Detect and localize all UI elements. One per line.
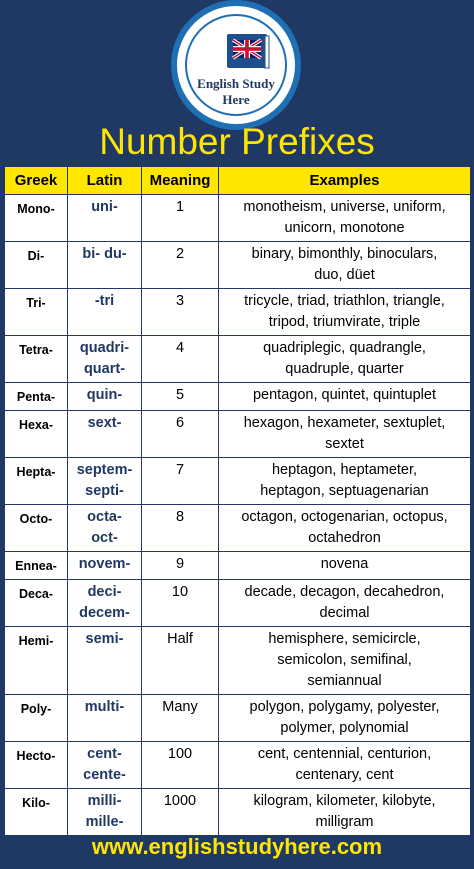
site-logo — [171, 0, 301, 130]
table-row — [5, 411, 471, 458]
meaning: 5 — [142, 383, 219, 411]
website-url[interactable]: www.englishstudyhere.com — [91, 834, 383, 859]
meaning: 100 — [142, 742, 219, 789]
table-body — [5, 195, 471, 836]
examples-cell — [219, 742, 471, 789]
greek-prefix: Octo- — [5, 505, 68, 552]
logo-ring — [185, 14, 287, 116]
meaning: 10 — [142, 580, 219, 627]
latin-prefix: quart- — [83, 361, 126, 377]
greek-prefix: Tri- — [5, 289, 68, 336]
latin-prefix-cell — [68, 580, 142, 627]
greek-prefix: Di- — [5, 242, 68, 289]
example-line: decimal — [319, 605, 370, 621]
latin-prefix: septi- — [85, 483, 124, 499]
examples-cell — [219, 195, 471, 242]
table-row — [5, 458, 471, 505]
greek-prefix: Tetra- — [5, 336, 68, 383]
examples-cell — [219, 627, 471, 695]
example-line: hemisphere, semicircle, — [268, 631, 421, 647]
table-row — [5, 242, 471, 289]
greek-prefix: Ennea- — [5, 552, 68, 580]
meaning: 4 — [142, 336, 219, 383]
examples-cell — [219, 242, 471, 289]
example-line: centenary, cent — [295, 767, 394, 783]
example-line: semicolon, semifinal, — [277, 652, 412, 668]
example-line: polygon, polygamy, polyester, — [249, 699, 440, 715]
book-with-uk-flag-icon — [225, 32, 271, 72]
table-row — [5, 789, 471, 836]
greek-prefix: Poly- — [5, 695, 68, 742]
table-row — [5, 552, 471, 580]
table-row — [5, 383, 471, 411]
greek-prefix: Hemi- — [5, 627, 68, 695]
latin-prefix-cell — [68, 289, 142, 336]
examples-cell — [219, 505, 471, 552]
latin-prefix-cell — [68, 789, 142, 836]
latin-prefix: decem- — [79, 605, 130, 621]
example-line: duo, düet — [314, 267, 375, 283]
example-line: quadruple, quarter — [285, 361, 404, 377]
example-line: polymer, polynomial — [280, 720, 409, 736]
example-line: tripod, triumvirate, triple — [268, 314, 421, 330]
latin-prefix-cell — [68, 627, 142, 695]
examples-cell — [219, 552, 471, 580]
latin-prefix-cell — [68, 742, 142, 789]
examples-cell — [219, 383, 471, 411]
meaning: 1000 — [142, 789, 219, 836]
latin-prefix: milli- — [87, 793, 122, 809]
header-greek: Greek — [5, 167, 68, 195]
example-line: semiannual — [307, 673, 382, 689]
greek-prefix: Hexa- — [5, 411, 68, 458]
example-line: pentagon, quintet, quintuplet — [252, 387, 436, 403]
latin-prefix-cell — [68, 195, 142, 242]
examples-cell — [219, 411, 471, 458]
latin-prefix: octa- — [87, 509, 122, 525]
table-row — [5, 505, 471, 552]
greek-prefix: Mono- — [5, 195, 68, 242]
greek-prefix: Hecto- — [5, 742, 68, 789]
latin-prefix: quin- — [86, 387, 123, 403]
latin-prefix-cell — [68, 336, 142, 383]
page-title: Number Prefixes — [99, 121, 375, 162]
example-line: tricycle, triad, triathlon, triangle, — [244, 293, 445, 309]
examples-cell — [219, 695, 471, 742]
latin-prefix-cell — [68, 242, 142, 289]
example-line: heptagon, septuagenarian — [260, 483, 429, 499]
latin-prefix: multi- — [84, 699, 125, 715]
table-row — [5, 289, 471, 336]
table-row — [5, 195, 471, 242]
greek-prefix: Hepta- — [5, 458, 68, 505]
examples-cell — [219, 289, 471, 336]
latin-prefix: mille- — [85, 814, 124, 830]
example-line: quadriplegic, quadrangle, — [263, 340, 426, 356]
table-row — [5, 695, 471, 742]
latin-prefix: quadri- — [79, 340, 130, 356]
latin-prefix: oct- — [91, 530, 118, 546]
example-line: unicorn, monotone — [284, 220, 405, 236]
example-line: hexagon, hexameter, sextuplet, — [243, 415, 446, 431]
table-row — [5, 580, 471, 627]
latin-prefix: cent- — [87, 746, 122, 762]
logo-line-2: Here — [222, 92, 250, 107]
prefix-table — [4, 166, 471, 836]
example-line: octahedron — [308, 530, 381, 546]
latin-prefix-cell — [68, 458, 142, 505]
table-row — [5, 627, 471, 695]
meaning: 2 — [142, 242, 219, 289]
greek-prefix: Penta- — [5, 383, 68, 411]
table-row — [5, 336, 471, 383]
examples-cell — [219, 336, 471, 383]
meaning: 1 — [142, 195, 219, 242]
example-line: monotheism, universe, uniform, — [243, 199, 446, 215]
meaning: Half — [142, 627, 219, 695]
header-latin: Latin — [68, 167, 142, 195]
example-line: decade, decagon, decahedron, — [244, 584, 445, 600]
latin-prefix-cell — [68, 695, 142, 742]
latin-prefix: sext- — [87, 415, 122, 431]
latin-prefix-cell — [68, 552, 142, 580]
latin-prefix: uni- — [91, 199, 118, 215]
meaning: 3 — [142, 289, 219, 336]
meaning: Many — [142, 695, 219, 742]
example-line: heptagon, heptameter, — [271, 462, 418, 478]
logo-text — [187, 76, 285, 108]
examples-cell — [219, 789, 471, 836]
logo-line-1: English Study — [197, 76, 275, 91]
example-line: milligram — [315, 814, 374, 830]
meaning: 9 — [142, 552, 219, 580]
greek-prefix: Deca- — [5, 580, 68, 627]
latin-prefix-cell — [68, 383, 142, 411]
latin-prefix: bi- du- — [82, 246, 127, 262]
table-header-row — [5, 167, 471, 195]
header-meaning: Meaning — [142, 167, 219, 195]
latin-prefix-cell — [68, 505, 142, 552]
latin-prefix: deci- — [87, 584, 122, 600]
examples-cell — [219, 580, 471, 627]
header-examples: Examples — [219, 167, 471, 195]
examples-cell — [219, 458, 471, 505]
latin-prefix-cell — [68, 411, 142, 458]
example-line: kilogram, kilometer, kilobyte, — [253, 793, 436, 809]
example-line: binary, bimonthly, binoculars, — [251, 246, 438, 262]
meaning: 7 — [142, 458, 219, 505]
table-row — [5, 742, 471, 789]
latin-prefix: -tri — [94, 293, 115, 309]
greek-prefix: Kilo- — [5, 789, 68, 836]
latin-prefix: cente- — [83, 767, 126, 783]
example-line: novena — [320, 556, 369, 572]
meaning: 6 — [142, 411, 219, 458]
meaning: 8 — [142, 505, 219, 552]
latin-prefix: semi- — [85, 631, 124, 647]
example-line: octagon, octogenarian, octopus, — [241, 509, 448, 525]
latin-prefix: novem- — [78, 556, 131, 572]
example-line: sextet — [325, 436, 364, 452]
latin-prefix: septem- — [76, 462, 133, 478]
example-line: cent, centennial, centurion, — [257, 746, 432, 762]
